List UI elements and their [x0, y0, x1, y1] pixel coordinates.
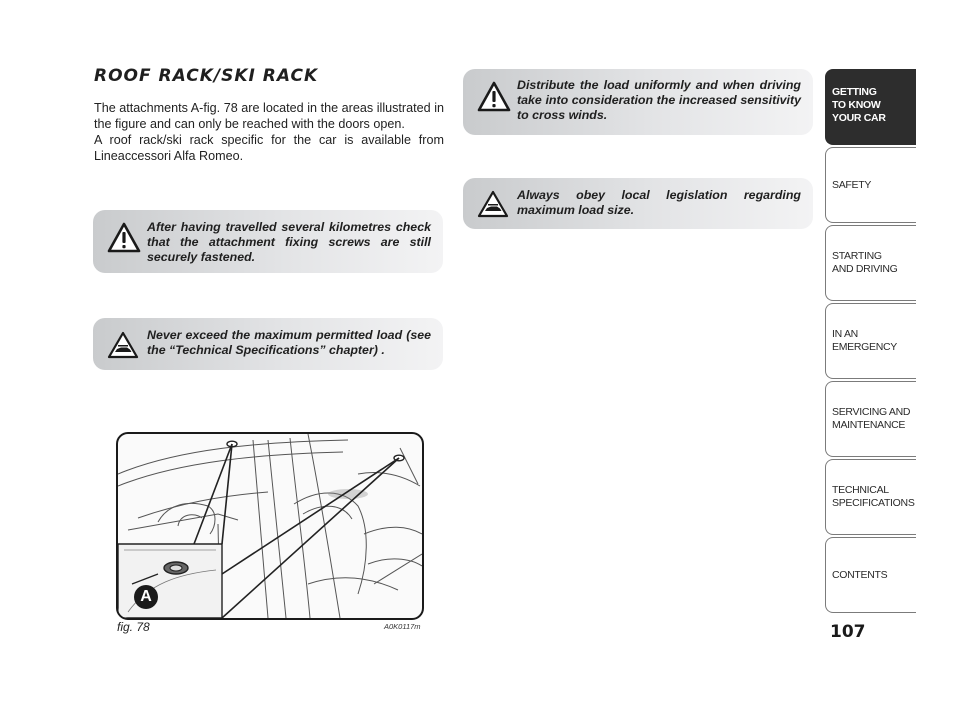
tab-technical-specifications[interactable]: TECHNICAL SPECIFICATIONS — [825, 459, 916, 535]
intro-text — [94, 100, 444, 164]
vehicle-caution-icon — [477, 190, 509, 218]
tab-contents[interactable]: CONTENTS — [825, 537, 916, 613]
tab-starting-and-driving[interactable]: STARTING AND DRIVING — [825, 225, 916, 301]
figure-code: A0K0117m — [384, 622, 421, 631]
car-interior-illustration — [118, 434, 422, 618]
figure-caption: fig. 78 — [117, 620, 150, 634]
warning-triangle-icon — [477, 81, 511, 113]
note-text: Never exceed the maximum permitted load (see the “Technical Specifications” chapter) . — [147, 328, 431, 357]
figure-78 — [116, 432, 424, 620]
page-number: 107 — [830, 622, 866, 642]
note-check-screws — [93, 210, 443, 273]
callout-a: A — [134, 585, 158, 609]
note-local-legislation — [463, 178, 813, 229]
section-title: ROOF RACK/SKI RACK — [94, 66, 319, 86]
tab-getting-to-know-your-car[interactable]: GETTING TO KNOW YOUR CAR — [825, 69, 916, 145]
warning-triangle-icon — [107, 222, 141, 254]
vehicle-caution-icon — [107, 331, 139, 359]
tab-servicing-and-maintenance[interactable]: SERVICING AND MAINTENANCE — [825, 381, 916, 457]
note-max-load — [93, 318, 443, 370]
note-text: After having travelled several kilometres check that the attachment fixing screws are still securely fastened. — [147, 220, 431, 264]
tab-in-an-emergency[interactable]: IN AN EMERGENCY — [825, 303, 916, 379]
note-distribute-load — [463, 69, 813, 135]
note-text: Distribute the load uniformly and when driving take into consideration the increased sensitivity to cross winds. — [517, 78, 801, 122]
intro-paragraph-2: A roof rack/ski rack specific for the car is available from Lineaccessori Alfa Romeo. — [94, 133, 444, 163]
tab-safety[interactable]: SAFETY — [825, 147, 916, 223]
note-text: Always obey local legislation regarding maximum load size. — [517, 188, 801, 217]
intro-paragraph-1: The attachments A-fig. 78 are located in the areas illustrated in the figure and can only be reached with the doors open. — [94, 101, 444, 131]
